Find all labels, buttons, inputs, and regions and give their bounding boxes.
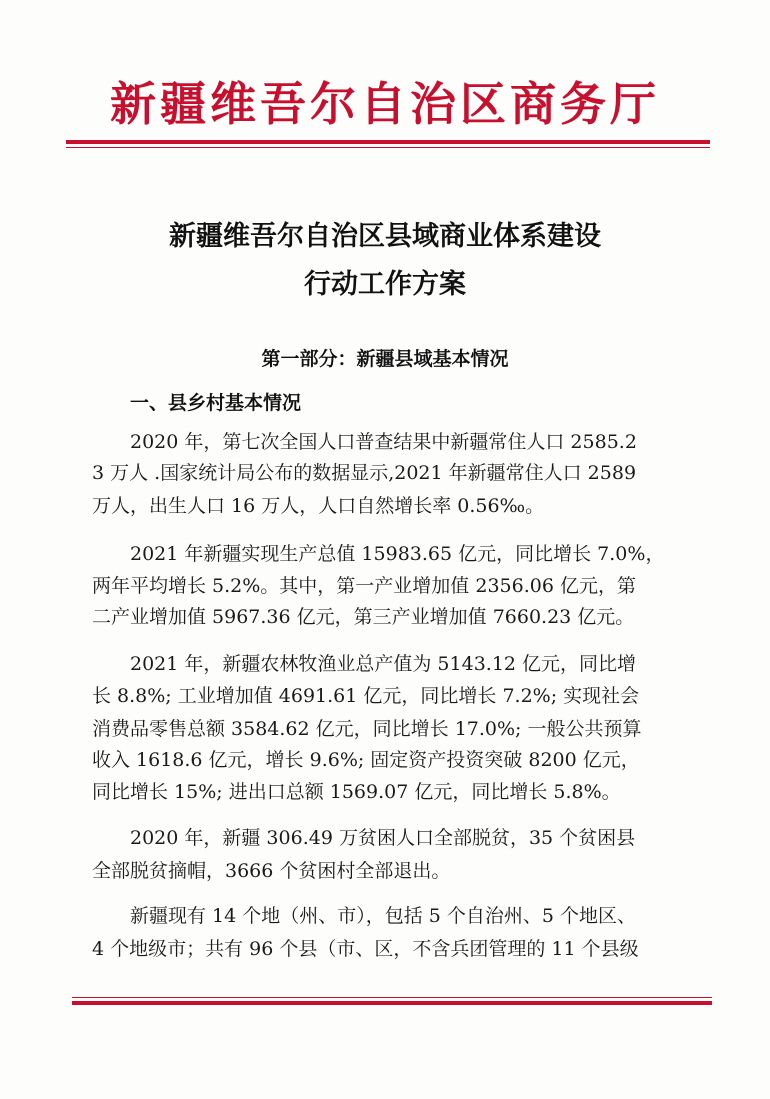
paragraph-3-line-4: 收入 1618.6 亿元，增长 9.6%; 固定资产投资突破 8200 亿元， [92, 749, 640, 771]
paragraph-3-line-5: 同比增长 15%; 进出口总额 1569.07 亿元，同比增长 5.8%。 [92, 781, 621, 803]
paragraph-3-line-1: 2021 年，新疆农林牧渔业总产值为 5143.12 亿元，同比增 [130, 653, 637, 675]
paragraph-2-line-2: 两年平均增长 5.2%。其中，第一产业增加值 2356.06 亿元，第 [92, 575, 636, 597]
paragraph-2-line-1: 2021 年新疆实现生产总值 15983.65 亿元，同比增长 7.0%， [130, 543, 665, 565]
part-heading: 第一部分：新疆县域基本情况 [261, 348, 509, 370]
document-title-line-1: 新疆维吾尔自治区县域商业体系建设 [169, 221, 601, 252]
paragraph-5-line-2: 4 个地级市；共有 96 个县（市、区，不含兵团管理的 11 个县级 [92, 938, 639, 960]
paragraph-1-line-2: 3 万人 .国家统计局公布的数据显示,2021 年新疆常住人口 2589 [92, 462, 637, 484]
footer-rule-thick [72, 1001, 712, 1005]
paragraph-2-line-3: 二产业增加值 5967.36 亿元，第三产业增加值 7660.23 亿元。 [92, 606, 635, 628]
section-heading: 一、县乡村基本情况 [130, 392, 302, 414]
document-title-line-2: 行动工作方案 [304, 269, 466, 300]
paragraph-1-line-1: 2020 年，第七次全国人口普查结果中新疆常住人口 2585.2 [130, 431, 637, 453]
letterhead-rule-thin [66, 147, 710, 148]
paragraph-5-line-1: 新疆现有 14 个地（州、市），包括 5 个自治州、5 个地区、 [130, 905, 637, 927]
paragraph-1-line-3: 万人，出生人口 16 万人，人口自然增长率 0.56‰。 [92, 495, 545, 517]
letterhead-org-name: 新疆维吾尔自治区商务厅 [110, 77, 660, 131]
paragraph-4-line-2: 全部脱贫摘帽，3666 个贫困村全部退出。 [92, 860, 451, 882]
paragraph-4-line-1: 2020 年，新疆 306.49 万贫困人口全部脱贫，35 个贫困县 [130, 827, 636, 849]
letterhead-rule-thick [66, 140, 710, 144]
footer-rule-thin [72, 997, 712, 998]
paragraph-3-line-3: 消费品零售总额 3584.62 亿元，同比增长 17.0%; 一般公共预算 [92, 718, 642, 740]
paragraph-3-line-2: 长 8.8%; 工业增加值 4691.61 亿元，同比增长 7.2%; 实现社会 [92, 685, 640, 707]
